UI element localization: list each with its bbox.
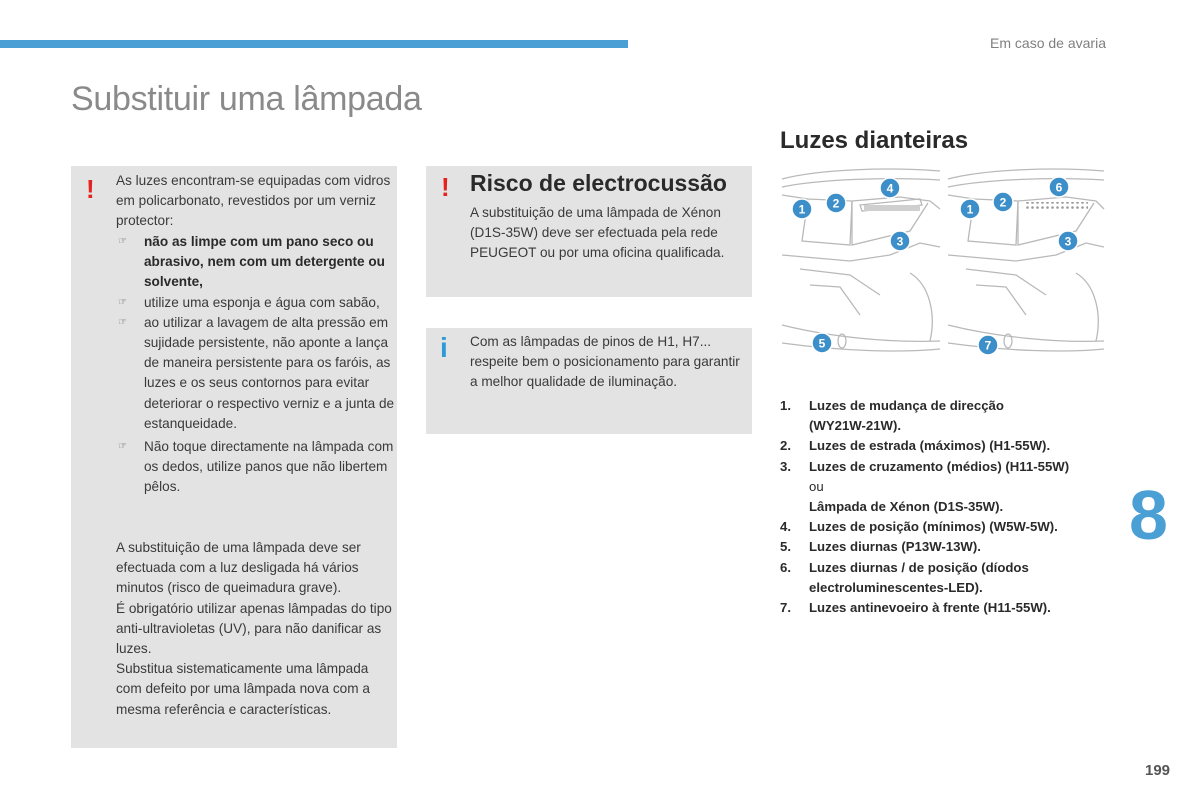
- svg-text:7: 7: [984, 338, 992, 353]
- svg-text:2: 2: [832, 196, 840, 211]
- info-box: [426, 328, 752, 434]
- diagram-marker-7: [978, 335, 998, 355]
- pointing-hand-icon: ☞: [118, 296, 127, 308]
- page-title: Substituir uma lâmpada: [71, 80, 422, 118]
- legend-item: 7. Luzes antinevoeiro à frente (H11-55W).: [780, 600, 1051, 616]
- headlight-diagram: [780, 165, 1106, 355]
- warning-paragraphs: [116, 538, 396, 720]
- warning-paragraph: É obrigatório utilizar apenas lâmpadas do tipo anti-ultravioletas (UV), para não danificar as luzes.: [116, 600, 392, 657]
- page-number: 199: [1145, 762, 1171, 779]
- svg-text:1: 1: [966, 202, 974, 217]
- legend-item: 6. Luzes diurnas / de posição (díodos electroluminescentes-LED).: [780, 559, 1029, 595]
- risk-heading: Risco de electrocussão: [470, 170, 727, 196]
- legend-item: 4. Luzes de posição (mínimos) (W5W-5W).: [780, 519, 1058, 535]
- led-strip: [1026, 202, 1088, 211]
- diagram-marker-3: [1058, 231, 1078, 251]
- svg-text:1: 1: [798, 202, 806, 217]
- diagram-marker-3: [890, 231, 910, 251]
- info-text: Com as lâmpadas de pinos de H1, H7... respeite bem o posicionamento para garantir a melhor qualidade de iluminação.: [470, 334, 740, 390]
- svg-text:3: 3: [1064, 234, 1072, 249]
- legend-item: 2. Luzes de estrada (máximos) (H1-55W).: [780, 438, 1051, 454]
- svg-text:5: 5: [818, 336, 826, 351]
- chapter-number: 8: [1129, 476, 1168, 554]
- header-accent-bar: [0, 40, 628, 48]
- headlight-drawing-left: [782, 169, 940, 351]
- legend-item: 3. Luzes de cruzamento (médios) (H11-55W) ou Lâmpada de Xénon (D1S-35W).: [780, 458, 1070, 515]
- electrocution-risk-box: [426, 166, 752, 297]
- list-item: ☞ Não toque directamente na lâmpada com os dedos, utilize panos que não libertem pêlos.: [118, 439, 394, 495]
- diagram-marker-6: [1049, 177, 1069, 197]
- headlight-drawing-right: [948, 169, 1104, 351]
- section-label: Em caso de avaria: [990, 35, 1106, 51]
- risk-text: A substituição de uma lâmpada de Xénon (D1S-35W) deve ser efectuada pela rede PEUGEOT ou por uma oficina qualificada.: [470, 205, 725, 261]
- diagram-marker-1: [792, 199, 812, 219]
- pointing-hand-icon: ☞: [118, 441, 127, 453]
- legend-item: 5. Luzes diurnas (P13W-13W).: [780, 539, 981, 555]
- pointing-hand-icon: ☞: [118, 316, 127, 328]
- svg-text:2: 2: [999, 195, 1007, 210]
- warning-box: [71, 166, 397, 748]
- info-icon: i: [440, 332, 448, 363]
- svg-text:6: 6: [1055, 180, 1063, 195]
- front-lights-legend: [780, 396, 1120, 618]
- legend-item: 1. Luzes de mudança de direcção (WY21W-21W).: [780, 398, 1004, 434]
- warning-paragraph: A substituição de uma lâmpada deve ser efectuada com a luz desligada há vários minutos (risco de queimadura grave).: [116, 540, 361, 596]
- pointing-hand-icon: ☞: [118, 236, 127, 247]
- warning-paragraph: Substitua sistematicamente uma lâmpada com defeito por uma lâmpada nova com a mesma referência e características.: [116, 661, 370, 717]
- diagram-marker-4: [880, 178, 900, 198]
- list-item: ☞ ao utilizar a lavagem de alta pressão em sujidade persistente, não aponte a lança de maneira persistente para os faróis, as luzes e os seus contornos para evitar deteriorar o respectivo verniz e a junta de estanqueidade.: [118, 314, 395, 431]
- svg-text:4: 4: [886, 181, 894, 196]
- svg-text:3: 3: [896, 234, 904, 249]
- exclamation-icon: !: [86, 174, 95, 204]
- warning-intro: As luzes encontram-se equipadas com vidros em policarbonato, revestidos por um verniz protector:: [116, 173, 391, 229]
- warning-bullet-list: [116, 232, 396, 498]
- list-item: ☞ não as limpe com um pano seco ou abrasivo, nem com um detergente ou solvente,: [118, 234, 385, 290]
- diagram-marker-5: [812, 333, 832, 353]
- diagram-marker-2: [826, 193, 846, 213]
- diagram-marker-2: [993, 192, 1013, 212]
- diagram-marker-1: [960, 199, 980, 219]
- exclamation-icon: !: [441, 172, 450, 202]
- front-lights-heading: Luzes dianteiras: [780, 127, 969, 154]
- list-item: ☞ utilize uma esponja e água com sabão,: [116, 293, 396, 313]
